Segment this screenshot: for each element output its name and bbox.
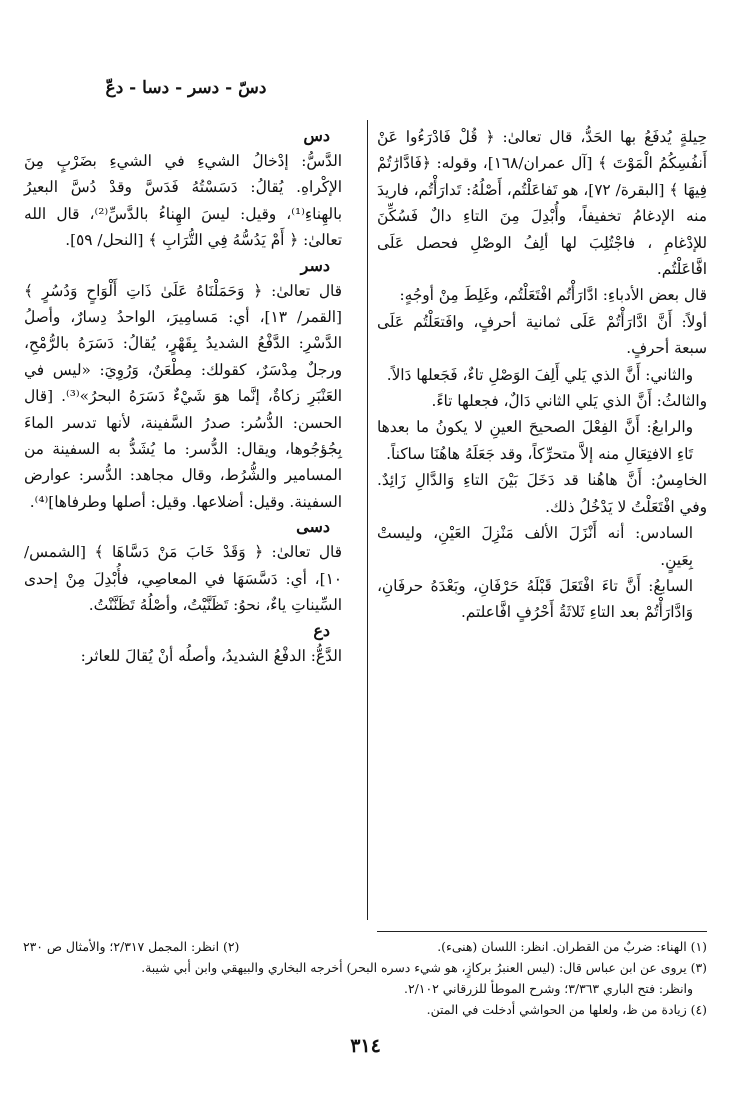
footnote-1: (١) الهناء: ضربٌ من القطران. انظر: اللسان (هنىء). <box>437 939 707 954</box>
footnote-2: (٢) انظر: المجمل ٢/٣١٧؛ والأمثال ص ٢٣٠ <box>23 939 240 954</box>
page-number: ٣١٤ <box>350 1035 381 1057</box>
entry-definition: قال تعالىٰ: ﴿ وَحَمَلْنَاهُ عَلَىٰ ذَاتِ أَلْوَاحٍ وَدُسُرٍ ﴾ [القمر/ ١٣]، أي: مَسامِيرَ، الواحدُ دِسارٌ، وأصلُ الدَّسْرِ: الدَّفْعُ الشديدُ بِقَهْرٍ، يُقالُ: دَسَرَهُ بالرُّمْحِ، ورجلٌ مِدْسَرٌ، كقولك: مِطْعَنٌ، وَرُوِيَ: «ليس في العَنْبَرِ زكاةٌ، إنَّما هوَ شَيْءٌ دَسَرَهُ البحرُ»⁽³⁾. [قال الحسن: الدُّسُر: صدرُ السَّفينة، لأنها تدسر الماءَ بِجُؤجُوها، ويقال: الدُّسر: ما يُشَدُّ به السفينة من المسامير والشُّرُط، وقال مجاهد: الدُّسر: عوارض السفينة. وقيل: أضلاعها. وقيل: أصلها وطرفاها]⁽⁴⁾. <box>24 281 343 511</box>
footnote-row <box>23 936 707 957</box>
entry-heading: دسى <box>296 517 330 537</box>
paragraph: الخامِسُ: أَنَّ هاهُنا قد دَخَلَ بَيْنَ التاءِ وَالدَّالِ زَائِدٌ. وفي افْتَعَلْتُ لا يَدْخُلُ ذلك. <box>377 471 707 516</box>
left-column <box>24 124 356 669</box>
footnote-3-continued: وانظر: فتح الباري ٣/٣٦٣؛ وشرح الموطأ للزرقاني ٢/١٠٢. <box>404 981 693 996</box>
paragraph: والرابعُ: أَنَّ الفِعْلَ الصحيحَ العينِ لا يكونُ ما بعدها تَاءِ الافتِعَالِ منه إلاَّ متحرِّكاً، وقد جَعَلَهُ هاهُنَا ساكناً. <box>377 418 693 463</box>
footnote-4: (٤) زيادة من ظ، ولعلها من الحواشي أدخلت في المتن. <box>426 1002 707 1017</box>
paragraph: والثاني: أَنَّ الذي يَلي أَلِفَ الوَصْلِ تاءٌ، فَجَعلها دَالاً. <box>386 365 693 384</box>
footnote-3: (٣) يروى عن ابن عباس قال: (ليس العنبرُ بركازٍ، هو شيء دسره البحر) أخرجه البخاري والبيهقي وابن أبي شيبة. <box>141 960 707 975</box>
entry-heading: دس <box>303 126 330 145</box>
footnotes <box>23 936 707 1020</box>
paragraph: والثالثُ: أَنَّ الذي يَلي الثاني دَالٌ، فجعلها تاءً. <box>431 392 707 411</box>
entry-heading: دع <box>313 620 330 640</box>
entry-heading: دسر <box>300 255 330 275</box>
entry-definition: الدَّعُّ: الدفْعُ الشديدُ، وأصلُه أنْ يُقالَ للعاثر: <box>80 646 342 665</box>
paragraph: أولاً: أَنَّ ادَّارَأْتُمْ عَلَى ثمانية أحرفٍ، وافَتعَلْتُم عَلَى سبعة أحرفٍ. <box>377 312 707 358</box>
entry-definition: قال تعالىٰ: ﴿ وَقَدْ خَابَ مَنْ دَسَّاهَا ﴾ [الشمس/ ١٠]، أي: دَسَّسَهَا في المعاصِي، فأُبْدِلَ مِنْ إحدى السِّيناتِ ياءٌ، نحوُ: تَظَنَّيْتُ، وأصْلُهُ تَظَنَّنْتُ. <box>24 543 342 615</box>
right-column <box>377 124 707 626</box>
footnote-separator <box>377 931 707 932</box>
column-divider <box>367 120 368 920</box>
paragraph: قال بعض الأدباءِ: ادَّارَأْتُم افْتَعَلْتُم، وغَلِطَ مِنْ أوجُهٍ: <box>399 286 707 305</box>
paragraph: السابعُ: أَنَّ تاءَ افْتَعَلَ قَبْلَهُ حَرْفَانِ، وبَعْدَهُ حرفَانِ، وَادَّارَأْتُمْ بعد التاءِ ثَلاثَةُ أَحْرُفٍ افَّاعلتم. <box>377 576 693 622</box>
running-head: دسّ - دسر - دسا - دعّ <box>105 78 267 98</box>
paragraph: حِيلةٍ يُدفَعُ بها الحَدُّ، قال تعالىٰ: ﴿ قُلْ فَادْرَءُوا عَنْ أَنفُسِكُمُ الْمَوْتَ ﴾ [آل عمران/١٦٨]، وقوله: ﴿فَادَّارَٰتُمْ فِيهَا ﴾ [البقرة/ ٧٢]، هو تَفاعَلْتُم، أَصْلُهُ: تَدارَأْتُم، فاريدَ منه الإدغامُ تخفيفاً، وأُبْدِلَ مِنَ التاءِ دالٌ فَسُكِّنَ للإدْغامِ ، فاجْتُلِبَ لها ألِفُ الوصْلِ فحصل عَلَى افَّاعَلْتُم. <box>377 128 707 279</box>
paragraph: السادس: أنه أَنْزَلَ الألف مَنْزِلَ العَيْنِ، وليستْ بِعَينٍ. <box>377 524 693 569</box>
entry-definition: الدَّسُّ: إدْخالُ الشيءِ في الشيءِ بضَرْبٍ مِنَ الإكْراهِ. يُقالُ: دَسَسْتُهُ فَدَسَّ وقدْ دُسَّ البعيرُ بالهِناءِ⁽¹⁾، وقيل: ليسَ الهِناءُ بالدَّسِّ⁽²⁾، قال الله تعالىٰ: ﴿ أَمْ يَدُسُّهُ فِي التُّرَابِ ﴾ [النحل/ ٥٩]. <box>24 152 342 250</box>
